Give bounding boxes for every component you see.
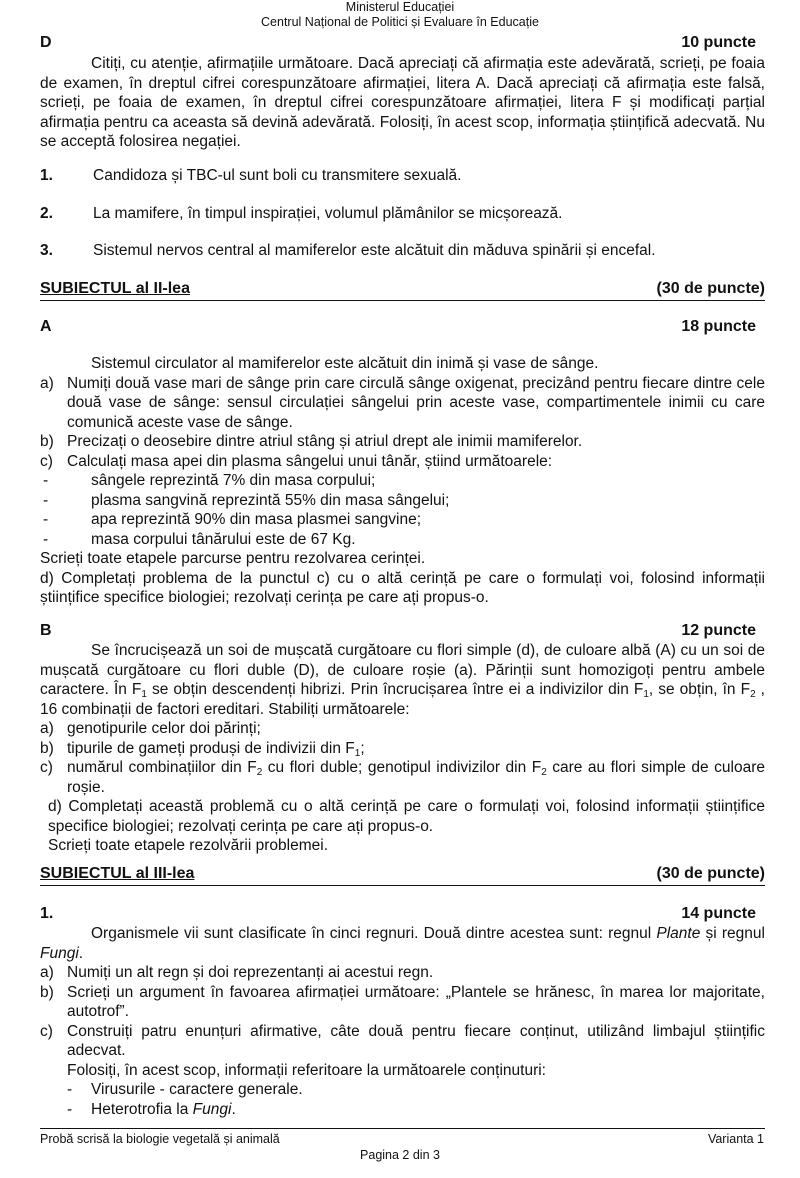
section-a-d: d) Completați problema de la punctul c) cu o altă cerință pe care o formulați voi, folosind informații științifice specifice biologiei; rezolvați cerința pe care ați propus-o. — [40, 569, 765, 606]
dash-item: - Virusurile - caractere generale. — [67, 1081, 303, 1098]
item-marker: b) — [40, 739, 54, 757]
dash-text: plasma sangvină reprezintă 55% din masa sângelui; — [91, 491, 450, 509]
subscript: 1 — [643, 689, 649, 700]
italic-term: Fungi — [192, 1100, 232, 1118]
item-text-part: ; — [360, 739, 365, 757]
intro-text: Se încrucișează un soi de mușcată curgătoare cu flori simple (d), de culoare albă (A) cu un soi de mușcată curgătoare cu flori duble (D), de culoare roșie (a). Părinții sunt homozigoți pentru ambele caractere. În F — [40, 642, 765, 698]
item-text: Scrieți un argument în favoarea afirmației următoare: „Plantele se hrănesc, în marea lor majoritate, autotrof”. — [67, 983, 765, 1020]
dash-item: - sângele reprezintă 7% din masa corpului; — [43, 472, 376, 489]
item-marker: b) — [40, 983, 54, 1001]
item-text — [67, 740, 365, 757]
footer-variant: Varianta 1 — [707, 1132, 764, 1146]
dash-text-part: . — [231, 1100, 236, 1118]
subscript: 1 — [354, 747, 361, 759]
instructions-text: Citiți, cu atenție, afirmațiile următoare. Dacă apreciați că afirmația este adevărată, scrieți, pe foaia de examen, în dreptul cifrei corespunzătoare afirmației, litera A. Dacă apreciați că afirmația este falsă, scrieți, pe foaia de examen, în dreptul cifrei corespunzătoare afirmației, litera F și modificați parțial afirmația pentru ca aceasta să devină adevărată. Folosiți, în acest scop, informația științifică adecvată. Nu se acceptă folosirea negației. — [40, 55, 765, 150]
dash-text-part: Heterotrofia la — [91, 1100, 193, 1118]
statement-text: Candidoza și TBC-ul sunt boli cu transmitere sexuală. — [93, 167, 462, 184]
list-item-c — [40, 758, 765, 797]
section-b-note: Scrieți toate etapele rezolvării problemei. — [48, 837, 328, 854]
dash-text: sângele reprezintă 7% din masa corpului; — [91, 472, 376, 489]
item-marker: b) — [40, 433, 54, 450]
dash-item: - Heterotrofia la Fungi. — [67, 1100, 236, 1118]
header-ministry: Ministerul Educației — [345, 0, 455, 14]
section-a-body — [40, 354, 765, 608]
section-d-instructions — [40, 54, 765, 152]
statement-2 — [40, 205, 765, 225]
list-item-b — [40, 739, 765, 759]
statement-number: 2. — [40, 205, 53, 222]
intro-text: , 16 combinații de factori ereditari. Stabiliți următoarele: — [40, 681, 765, 718]
list-item-c — [40, 1022, 765, 1061]
intro-text: Organismele vii sunt clasificate în cinci regnuri. Două dintre acestea sunt: regnul — [91, 925, 657, 942]
item-marker: a) — [40, 374, 54, 392]
item-text: Calculați masa apei din plasma sângelui unui tânăr, știind următoarele: — [67, 452, 553, 470]
footer-left: Probă scrisă la biologie vegetală și animală — [40, 1132, 280, 1146]
item-text-part: care au flori simple de culoare roșie. — [67, 759, 766, 796]
section-d-letter: D — [40, 34, 52, 51]
subscript: 2 — [541, 767, 547, 778]
statement-number: 3. — [40, 242, 53, 259]
dash-text — [91, 1101, 236, 1118]
subject-3-intro — [40, 924, 765, 963]
statement-text: Sistemul nervos central al mamiferelor este alcătuit din măduva spinării și encefal. — [93, 242, 656, 259]
list-item-a — [40, 374, 765, 433]
subject-3-title: SUBIECTUL al III-lea — [40, 865, 195, 882]
item-marker: a) — [40, 720, 54, 737]
item-text-part: tipurile de gameți produși de indivizii din F — [67, 739, 355, 757]
statement-text: La mamifere, în timpul inspirației, volumul plămânilor se micșorează. — [93, 205, 563, 222]
section-b-intro — [40, 641, 765, 719]
list-item-b — [40, 432, 765, 452]
section-a-points: 18 puncte — [681, 318, 756, 335]
item-marker: c) — [40, 759, 53, 776]
dash-item: - masa corpului tânărului este de 67 Kg. — [43, 530, 356, 548]
statement-number: 1. — [40, 167, 53, 184]
statement-1 — [40, 167, 765, 187]
intro-text: și regnul — [700, 925, 765, 942]
item-1-points: 14 puncte — [681, 905, 756, 922]
item-text: Numiți două vase mari de sânge prin care circulă sânge oxigenat, precizând pentru fiecare dintre cele două vase de sânge: sensul circulației sângelui prin aceste vase, compartimentele inimii cu care comunică aceste vase de sânge. — [67, 374, 765, 431]
header-center: Centrul Național de Politici și Evaluare în Educație — [261, 15, 539, 29]
subject-2-heading — [40, 280, 765, 301]
list-item-b — [40, 983, 765, 1022]
item-text-part: cu flori duble; genotipul indivizilor din F — [262, 759, 542, 776]
subject-2-title: SUBIECTUL al II-lea — [40, 280, 190, 297]
dash-text: Virusurile - caractere generale. — [91, 1081, 303, 1098]
dash-item: - plasma sangvină reprezintă 55% din masa sângelui; — [43, 491, 450, 509]
dash-item: - apa reprezintă 90% din masa plasmei sangvine; — [43, 511, 421, 528]
subject-3-points: (30 de puncte) — [656, 865, 765, 882]
section-d-points: 10 puncte — [681, 34, 756, 51]
item-text: Precizați o deosebire dintre atriul stâng și atriul drept ale inimii mamiferelor. — [67, 433, 583, 450]
item-marker: c) — [40, 452, 53, 470]
list-item-a — [40, 963, 765, 983]
section-a-letter: A — [40, 318, 52, 335]
list-item-c — [40, 452, 765, 472]
dash-text: masa corpului tânărului este de 67 Kg. — [91, 530, 356, 548]
section-b-body — [40, 641, 765, 856]
section-a-intro: Sistemul circulator al mamiferelor este alcătuit din inimă și vase de sânge. — [91, 355, 599, 372]
subscript: 1 — [141, 689, 147, 700]
intro-text: , se obțin, în F — [648, 681, 751, 698]
section-b-letter: B — [40, 622, 52, 639]
item-text — [67, 759, 765, 796]
intro-text: se obțin descendenți hibrizi. Prin încrucișarea între ei a indivizilor din F — [146, 681, 644, 698]
subscript: 2 — [750, 689, 756, 700]
list-item-a — [40, 719, 765, 739]
item-text: Construiți patru enunțuri afirmative, câte două pentru fiecare conținut, utilizând limbajul științific adecvat. — [67, 1022, 765, 1059]
item-1-number: 1. — [40, 905, 54, 922]
item-marker: a) — [40, 964, 54, 981]
item-text: genotipurile celor doi părinți; — [67, 720, 261, 737]
section-a-c-note: Scrieți toate etapele parcurse pentru rezolvarea cerinței. — [40, 550, 426, 567]
subscript: 2 — [256, 767, 263, 778]
item-text-part: numărul combinațiilor din F — [67, 759, 257, 776]
subject-3-body — [40, 924, 765, 1119]
intro-text: . — [78, 944, 84, 962]
subject-3-heading — [40, 865, 765, 886]
item-marker: c) — [40, 1022, 53, 1040]
footer-rule — [40, 1128, 765, 1129]
item-text: Numiți un alt regn și doi reprezentanți ai acestui regn. — [67, 964, 434, 981]
italic-term: Plante — [656, 925, 701, 942]
subject-2-points: (30 de puncte) — [656, 280, 765, 297]
footer-page: Pagina 2 din 3 — [360, 1148, 440, 1162]
dash-text: apa reprezintă 90% din masa plasmei sangvine; — [91, 511, 421, 528]
subject-3-c-note: Folosiți, în acest scop, informații referitoare la următoarele conținuturi: — [67, 1061, 546, 1079]
italic-term: Fungi — [40, 944, 79, 962]
section-b-d: d) Completați această problemă cu o altă cerință pe care o formulați voi, folosind informații științifice specifice biologiei; rezolvați cerința pe care ați propus-o. — [48, 798, 765, 835]
statement-3 — [40, 242, 765, 262]
section-b-points: 12 puncte — [681, 622, 756, 639]
